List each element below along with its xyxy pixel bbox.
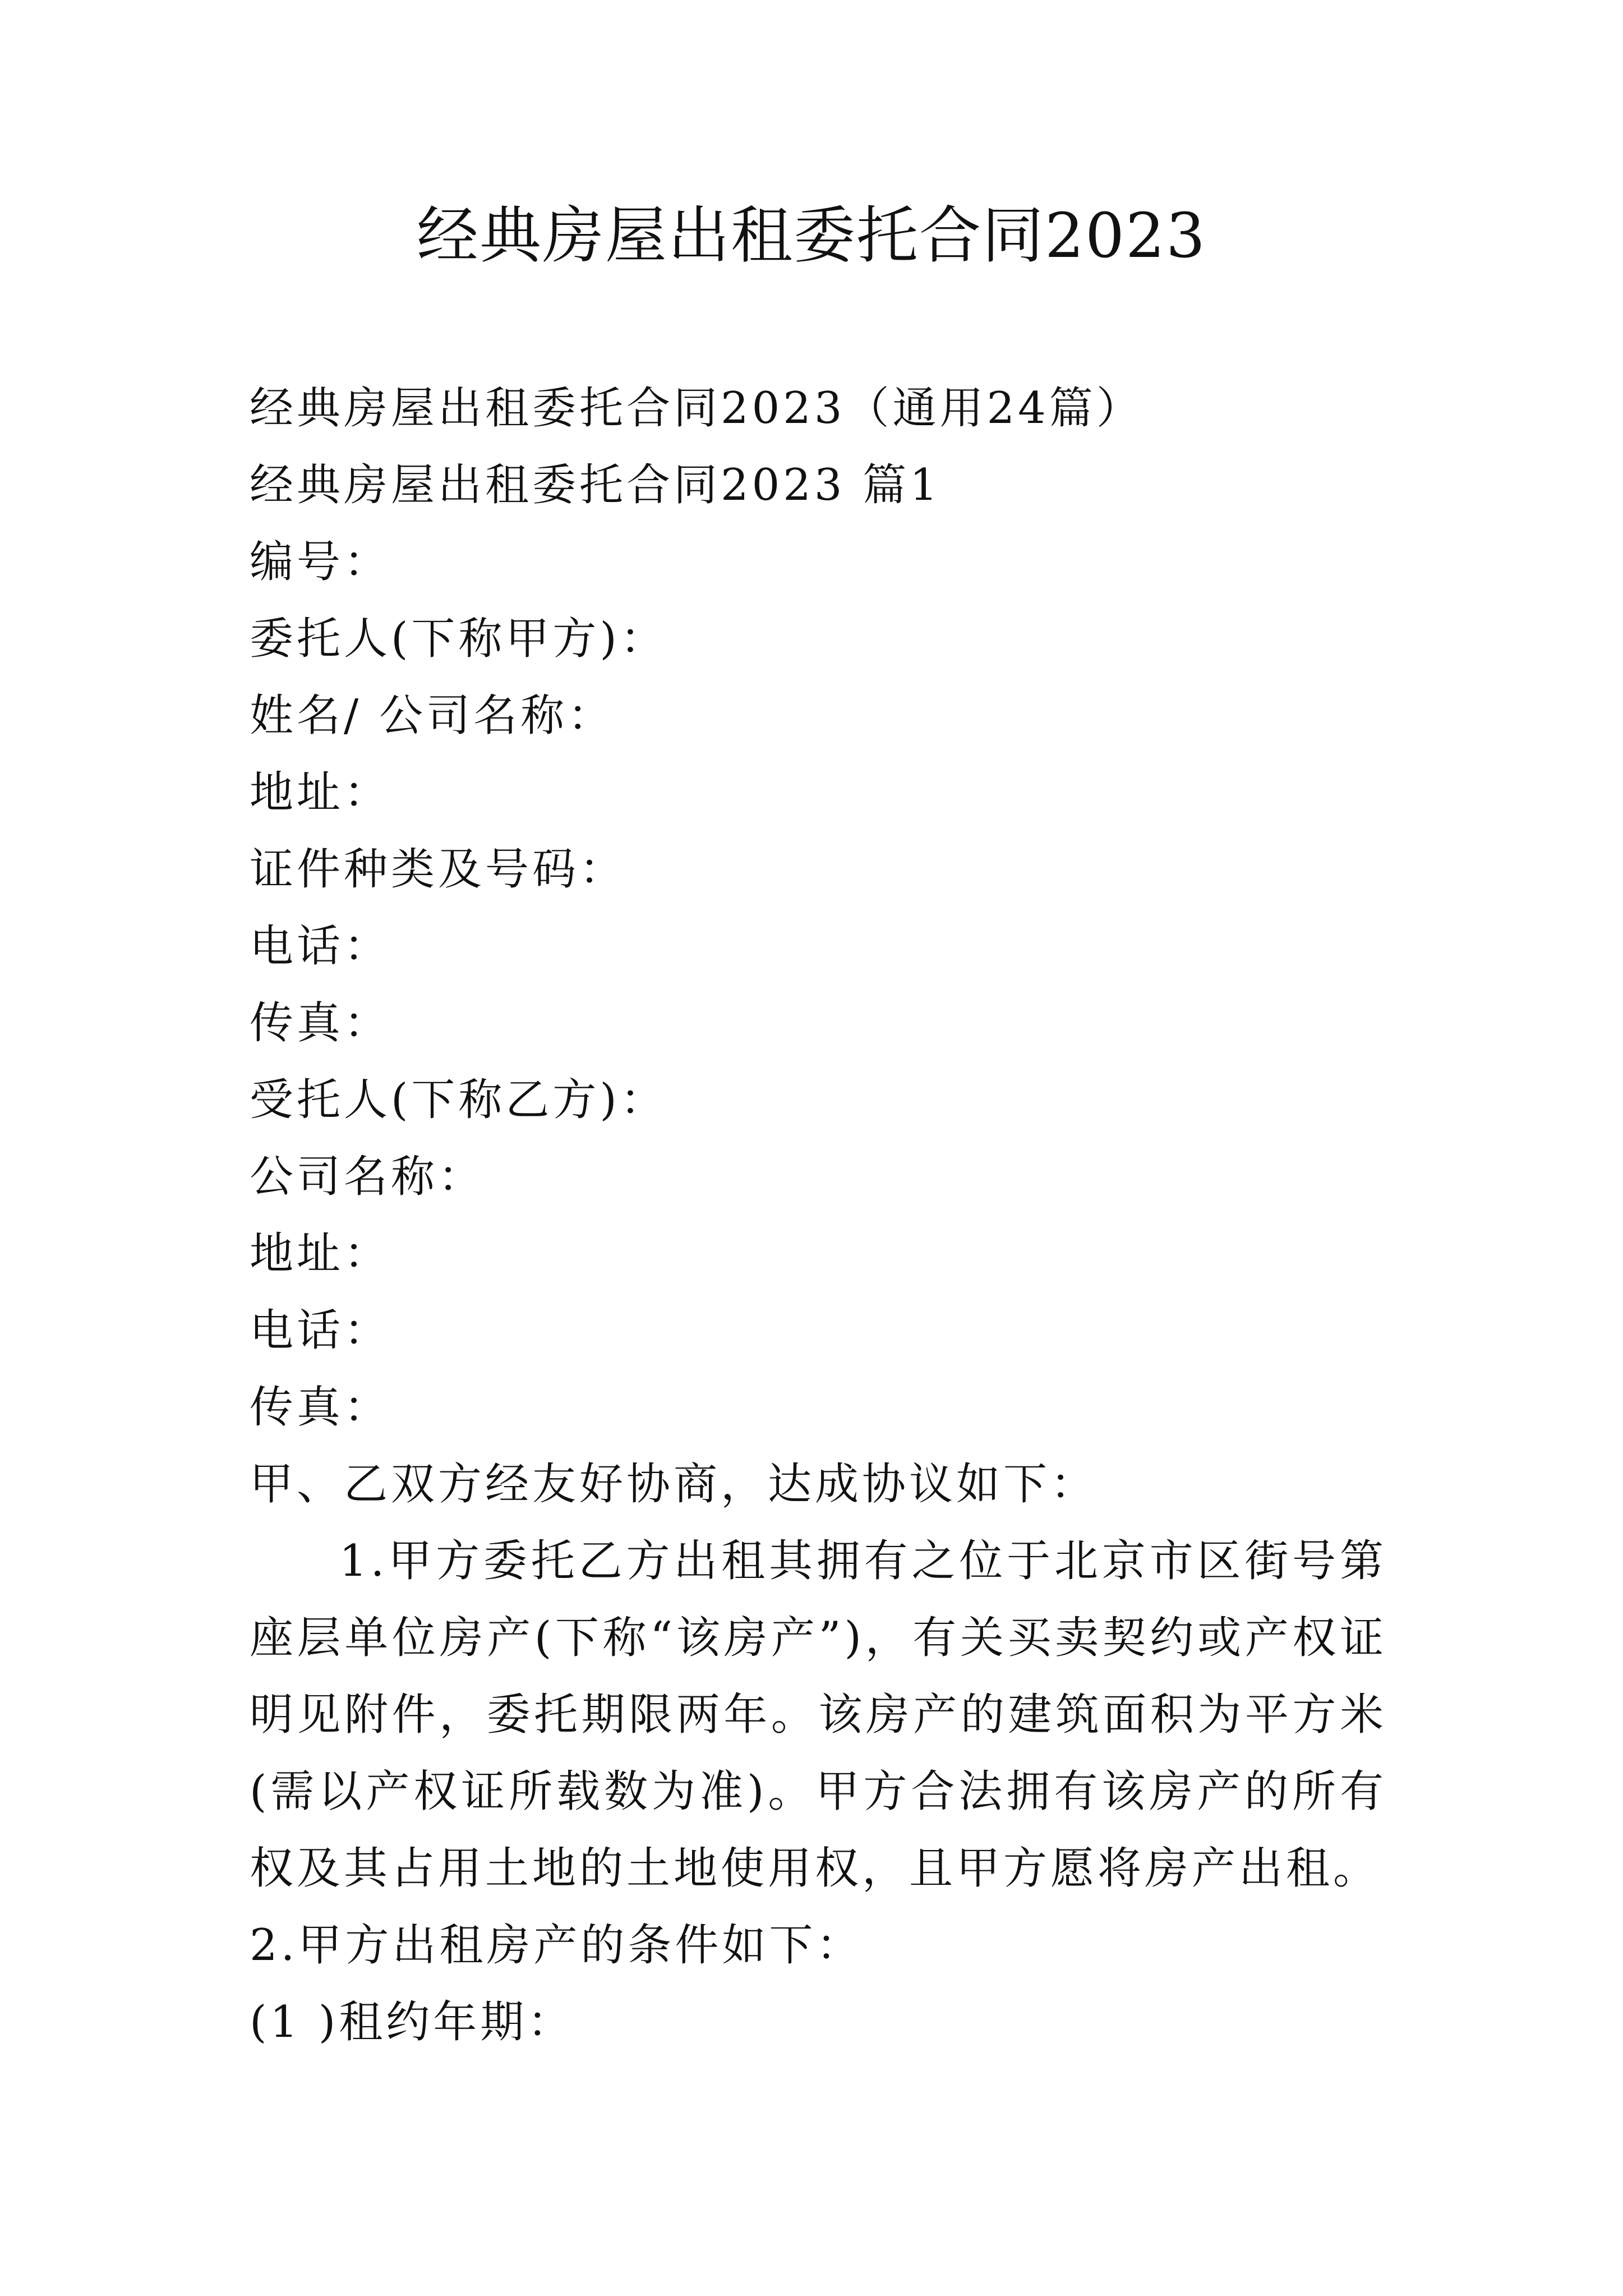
subtitle-line: 经典房屋出租委托合同2023（通用24篇）	[250, 383, 1144, 434]
field-agent: 受托人(下称乙方)：	[250, 1075, 667, 1125]
field-principal-address: 地址：	[250, 767, 391, 818]
field-agent-address: 地址：	[250, 1228, 391, 1279]
clause-2: 2.甲方出租房产的条件如下：	[250, 1920, 864, 1971]
field-agent-fax: 传真：	[250, 1382, 391, 1433]
field-principal: 委托人(下称甲方)：	[250, 614, 667, 664]
document-title: 经典房屋出租委托合同2023	[417, 200, 1206, 272]
field-principal-id: 证件种类及号码：	[250, 844, 627, 895]
field-principal-phone: 电话：	[250, 921, 391, 972]
agreement-intro: 甲、乙双方经友好协商，达成协议如下：	[250, 1459, 1098, 1510]
section-heading: 经典房屋出租委托合同2023 篇1	[250, 460, 941, 510]
field-number: 编号：	[250, 537, 391, 587]
document-body	[250, 370, 1387, 2061]
field-principal-fax: 传真：	[250, 998, 391, 1048]
field-agent-phone: 电话：	[250, 1305, 391, 1356]
field-principal-name: 姓名/ 公司名称：	[250, 691, 615, 741]
clause-2-item-1: (1 )租约年期：	[250, 1997, 575, 2047]
clause-1: 1.甲方委托乙方出租其拥有之位于北京市区街号第座层单位房产(下称“该房产”)，有关买卖契约或产权证明见附件，委托期限两年。该房产的建筑面积为平方米(需以产权证所载数为准)。甲方合法拥有该房产的所有权及其占用土地的土地使用权，且甲方愿将房产出租。	[250, 1536, 1387, 1894]
field-agent-company: 公司名称：	[250, 1152, 486, 1202]
